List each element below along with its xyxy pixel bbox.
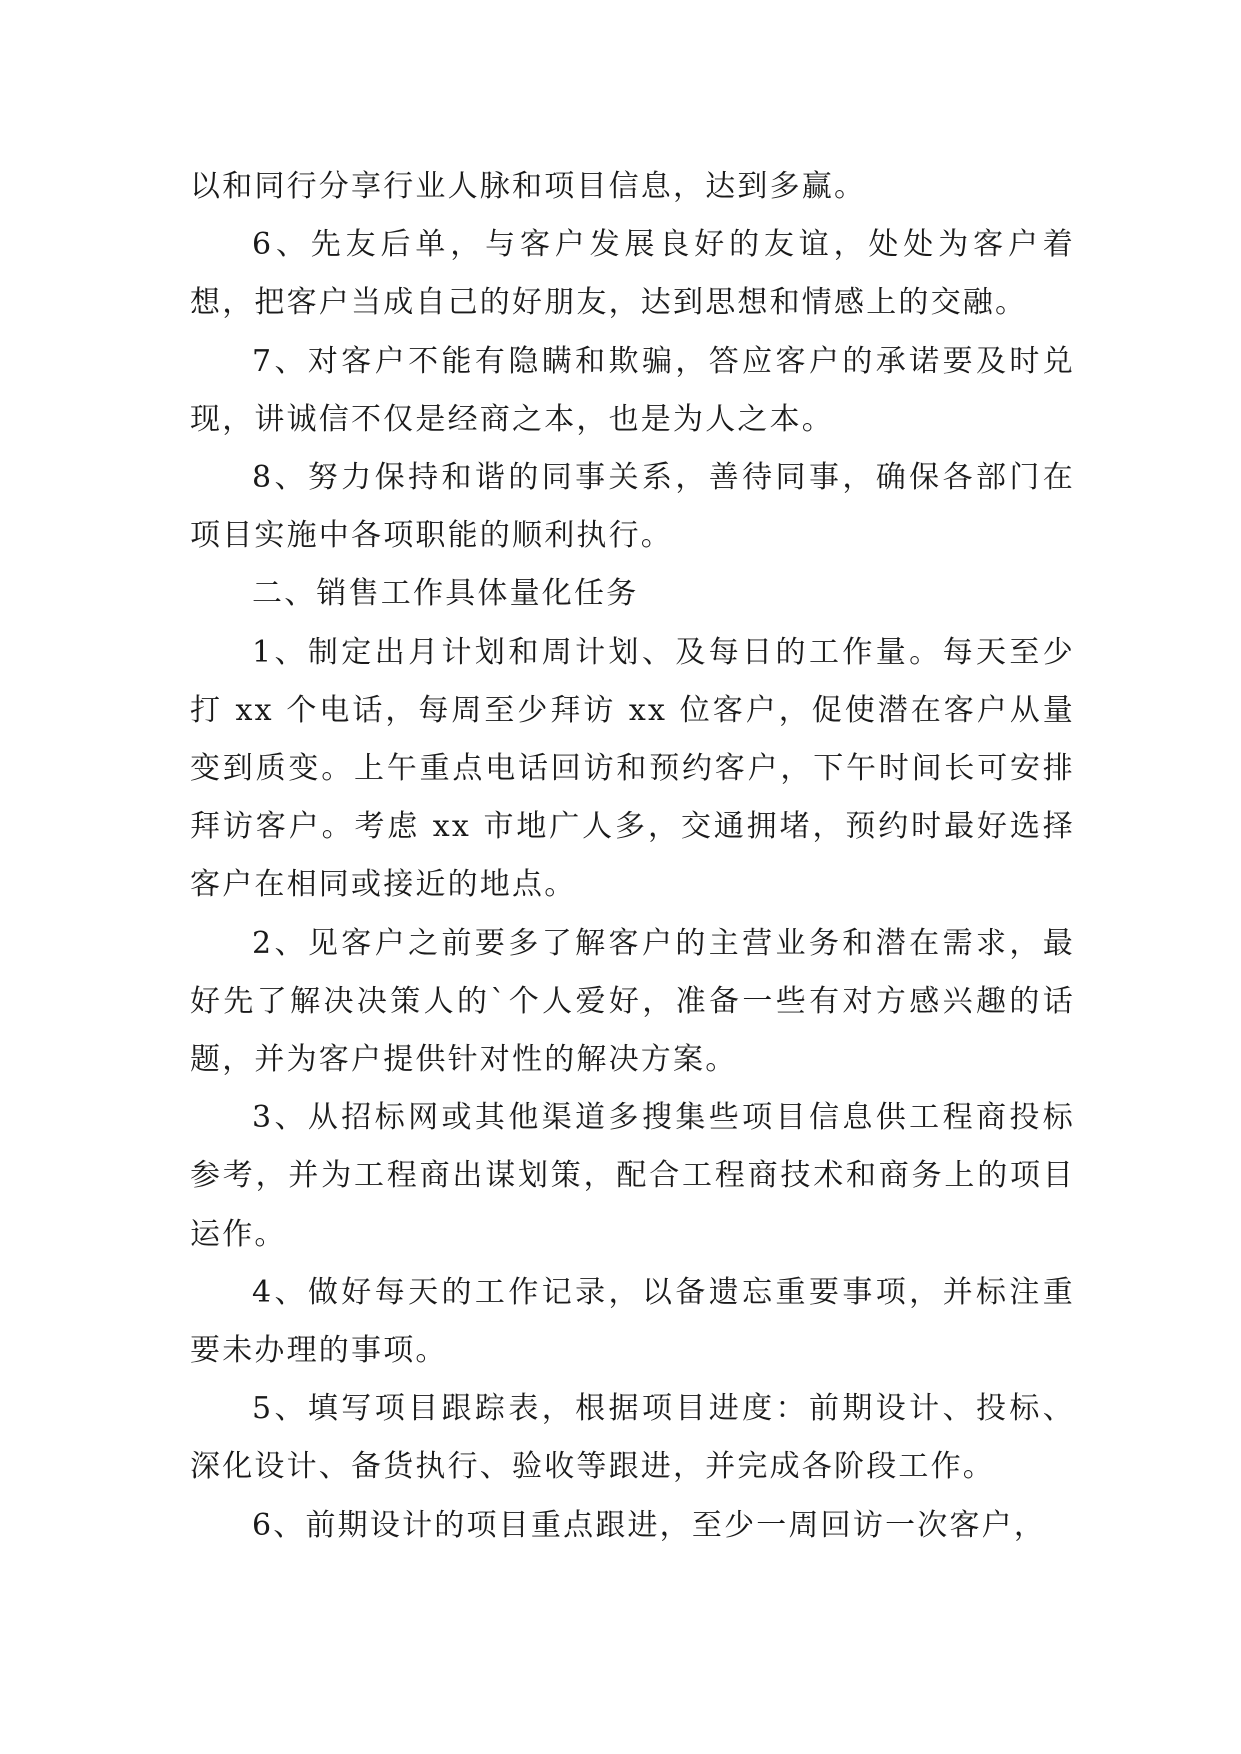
paragraph-continuation: 以和同行分享行业人脉和项目信息，达到多赢。 [190, 169, 867, 204]
paragraph-task-2: 2、见客户之前要多了解客户的主营业务和潜在需求，最好先了解决决策人的`个人爱好，准备一些有对方感兴趣的话题，并为客户提供针对性的解决方案。 [190, 925, 1075, 1078]
paragraph-task-4: 4、做好每天的工作记录，以备遗忘重要事项，并标注重要未办理的事项。 [190, 1274, 1075, 1369]
paragraph-item-6: 6、先友后单，与客户发展良好的友谊，处处为客户着想，把客户当成自己的好朋友，达到思想和情感上的交融。 [190, 227, 1075, 321]
document-body [190, 158, 1075, 1555]
paragraph-item-8: 8、努力保持和谐的同事关系，善待同事，确保各部门在项目实施中各项职能的顺利执行。 [190, 460, 1075, 554]
section-heading: 二、销售工作具体量化任务 [252, 576, 639, 612]
paragraph-task-3: 3、从招标网或其他渠道多搜集些项目信息供工程商投标参考，并为工程商出谋划策，配合工程商技术和商务上的项目运作。 [190, 1100, 1075, 1252]
paragraph-task-1: 1、制定出月计划和周计划、及每日的工作量。每天至少打 xx 个电话，每周至少拜访 xx 位客户，促使潜在客户从量变到质变。上午重点电话回访和预约客户，下午时间长可安排拜访客户。考虑 xx 市地广人多，交通拥堵，预约时最好选择客户在相同或接近的地点。 [190, 634, 1075, 903]
paragraph-task-6: 6、前期设计的项目重点跟进，至少一周回访一次客户， [252, 1507, 1047, 1543]
paragraph-task-5: 5、填写项目跟踪表，根据项目进度：前期设计、投标、深化设计、备货执行、验收等跟进，并完成各阶段工作。 [190, 1391, 1075, 1485]
paragraph-item-7: 7、对客户不能有隐瞒和欺骗，答应客户的承诺要及时兑现，讲诚信不仅是经商之本，也是为人之本。 [190, 343, 1075, 437]
